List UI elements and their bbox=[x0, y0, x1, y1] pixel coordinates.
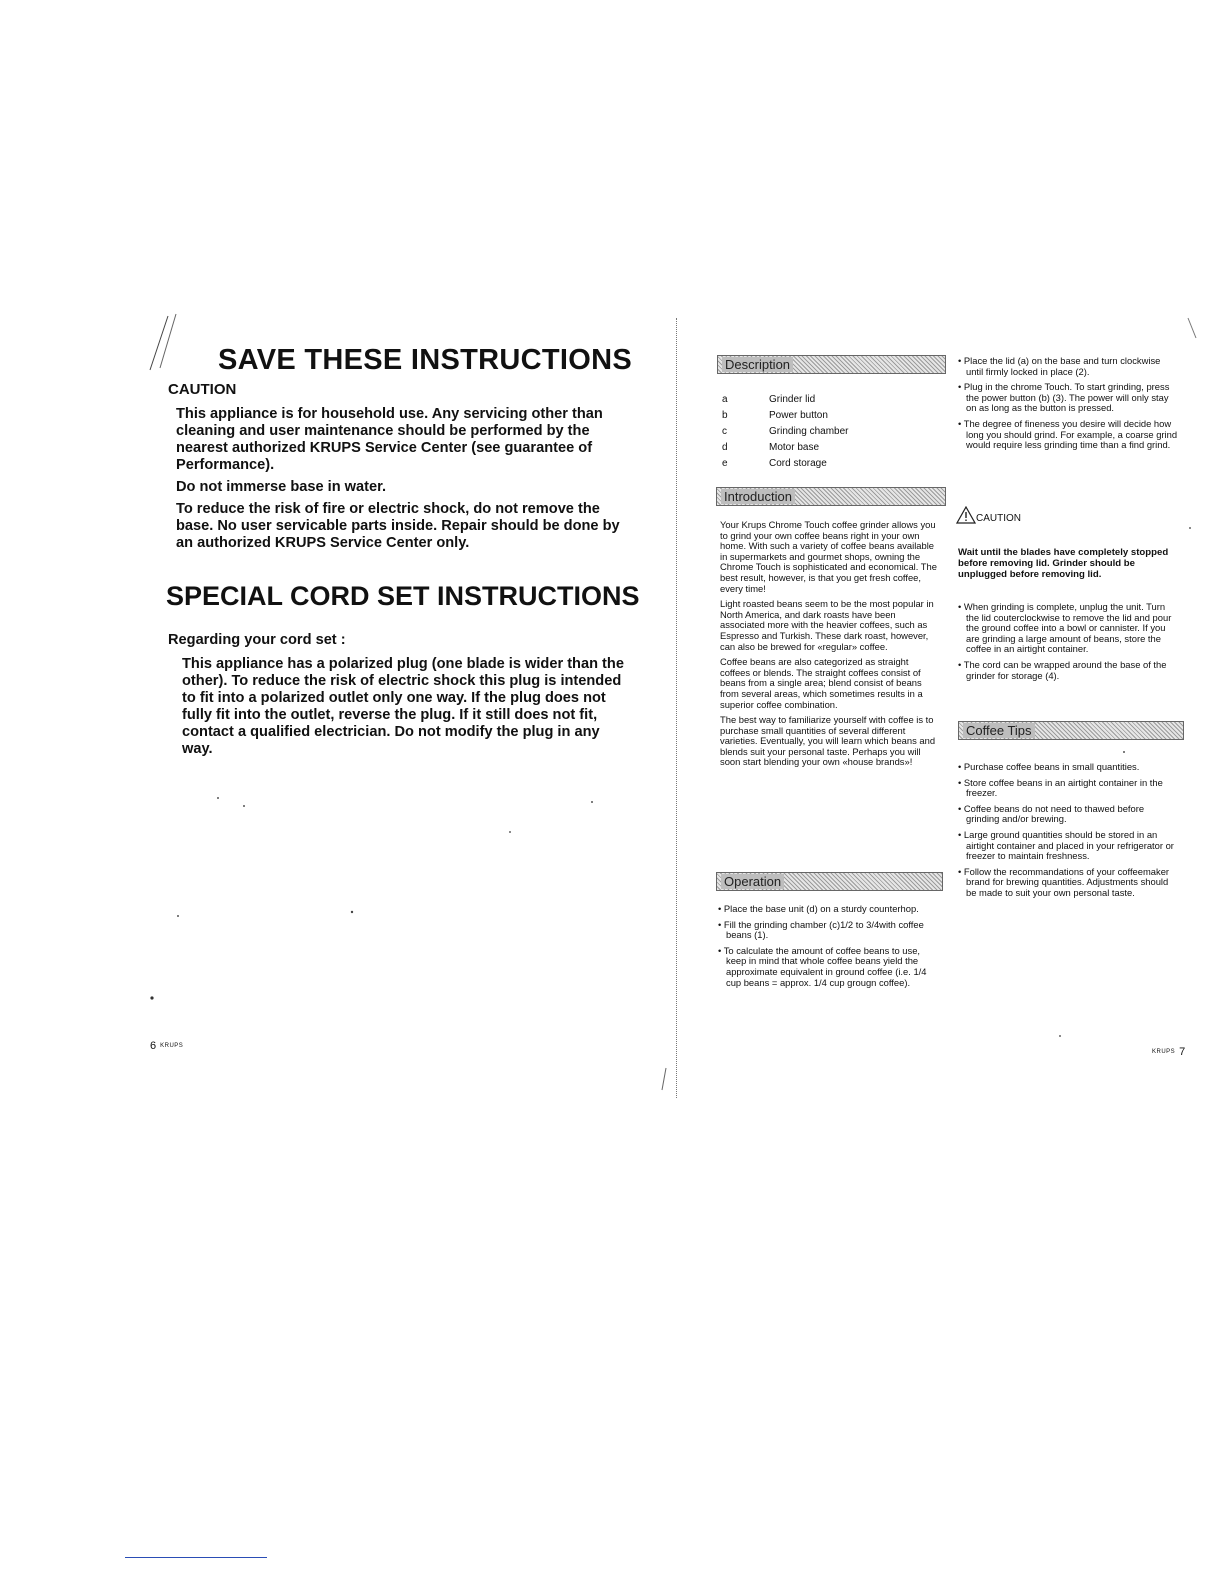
part-letter: c bbox=[722, 426, 727, 437]
operation-heading-text: Operation bbox=[721, 874, 784, 889]
polarized-plug-paragraph: This appliance has a polarized plug (one blade is wider than the other). To reduce the risk of electric shock this plug is intended to fit into a polarized outlet only one way. If the plug does not fully fit into the outlet, reverse the plug. If it still does not fit, contact a qualified electrician. Do not modify the plug in any way. bbox=[182, 656, 624, 757]
part-label: Grinder lid bbox=[769, 394, 816, 405]
part-label: Grinding chamber bbox=[769, 426, 849, 437]
after-grinding-step: When grinding is complete, unplug the unit. Turn the lid couterclockwise to remove the lid and pour the ground coffee into a bowl or cannister. If you are grinding a large amount of beans, store the coffee in an airtight container. bbox=[963, 601, 1172, 655]
operation-heading bbox=[716, 872, 943, 891]
cord-set-title: SPECIAL CORD SET INSTRUCTIONS bbox=[166, 581, 640, 611]
coffee-tip: Store coffee beans in an airtight container in the freezer. bbox=[963, 776, 1163, 799]
page-number-left bbox=[150, 1040, 183, 1052]
warning-triangle-icon bbox=[956, 506, 976, 524]
part-label: Motor base bbox=[769, 442, 820, 453]
intro-paragraph: The best way to familiarize yourself with coffee is to purchase small quantities of several different varieties. Eventually, you will learn which beans and blends suit your personal taste. Perhaps you will soon start blending your own «house brands»! bbox=[720, 714, 936, 768]
page-fold-divider bbox=[676, 318, 677, 1098]
list-item: • Coffee beans do not need to thawed before grinding and/or brewing. bbox=[958, 802, 1145, 825]
grinding-step: The degree of fineness you desire will decide how long you should grind. For example, a coarse grind would require less grinding time than a find grind. bbox=[963, 417, 1178, 451]
list-item: • The degree of fineness you desire will decide how long you should grind. For example, a coarse grind would require less grinding time than a find grind. bbox=[958, 417, 1178, 451]
part-letter: b bbox=[722, 410, 728, 421]
description-heading-text: Description bbox=[722, 357, 793, 372]
introduction-heading-text: Introduction bbox=[721, 489, 795, 504]
list-item bbox=[722, 440, 848, 456]
fire-shock-paragraph: To reduce the risk of fire or electric shock, do not remove the base. No user servicable parts inside. Repair should be done by an authorized KRUPS Service Center only. bbox=[176, 501, 620, 551]
part-letter: e bbox=[722, 458, 728, 469]
after-grinding-text bbox=[958, 602, 1180, 686]
caution-label: CAUTION bbox=[168, 381, 237, 398]
operation-step: Place the base unit (d) on a sturdy counterhop. bbox=[723, 903, 919, 914]
coffee-tips-heading-text: Coffee Tips bbox=[963, 723, 1035, 738]
part-letter: a bbox=[722, 394, 728, 405]
after-grinding-step: The cord can be wrapped around the base of the grinder for storage (4). bbox=[963, 658, 1167, 681]
caution-label-right: CAUTION bbox=[976, 513, 1021, 524]
page-number-right bbox=[1152, 1046, 1185, 1058]
introduction-text bbox=[720, 520, 938, 773]
page-number: 6 bbox=[150, 1040, 157, 1052]
operation-step: To calculate the amount of coffee beans to use, keep in mind that whole coffee beans yield the approximate equivalent in ground coffee (i.e. 1/4 cup beans = approx. 1/4 cup grougn coffee). bbox=[723, 944, 927, 988]
coffee-tip: Coffee beans do not need to thawed before grinding and/or brewing. bbox=[963, 802, 1145, 825]
grinding-step: Plug in the chrome Touch. To start grinding, press the power button (b) (3). The power will only stay on as long as the button is pressed. bbox=[963, 381, 1170, 414]
operation-step: Fill the grinding chamber (c)1/2 to 3/4with coffee beans (1). bbox=[723, 918, 924, 941]
list-item: • Place the base unit (d) on a sturdy counterhop. bbox=[718, 903, 919, 914]
bottom-link-underline[interactable] bbox=[125, 1557, 267, 1558]
list-item bbox=[722, 408, 848, 424]
introduction-heading bbox=[716, 487, 946, 506]
list-item: • To calculate the amount of coffee beans to use, keep in mind that whole coffee beans yield the approximate equivalent in ground coffee (i.e. 1/4 cup beans = approx. 1/4 cup grougn coffee). bbox=[718, 944, 927, 988]
page-number: 7 bbox=[1179, 1046, 1186, 1058]
coffee-tip: Purchase coffee beans in small quantities. bbox=[963, 761, 1140, 772]
list-item: • Store coffee beans in an airtight container in the freezer. bbox=[958, 776, 1163, 799]
part-label: Power button bbox=[769, 410, 828, 421]
coffee-tips-heading bbox=[958, 721, 1184, 740]
intro-paragraph: Coffee beans are also categorized as straight coffees or blends. The straight coffees consist of beans from a single area; blend consist of beans from several areas, which sometimes results in a superior coffee combination. bbox=[720, 656, 923, 710]
operation-text bbox=[718, 904, 936, 993]
brand-footer: KRUPS bbox=[160, 1043, 184, 1050]
part-letter: d bbox=[722, 442, 728, 453]
regarding-cord-set: Regarding your cord set : bbox=[168, 632, 346, 648]
list-item: • Follow the recommandations of your coffeemaker brand for brewing quantities. Adjustments should be made to suit your own personal taste. bbox=[958, 865, 1170, 898]
part-label: Cord storage bbox=[769, 458, 827, 469]
list-item: • Place the lid (a) on the base and turn clockwise until firmly locked in place (2). bbox=[958, 355, 1161, 377]
intro-paragraph: Your Krups Chrome Touch coffee grinder allows you to grind your own coffee beans right in your own home. With such a variety of coffee beans available in supermarkets and gourmet shops, owning the Chrome Touch is sophisticated and economical. The best result, however, is that you get fresh coffee, every time! bbox=[720, 519, 937, 594]
parts-list bbox=[722, 392, 848, 472]
grinding-step: Place the lid (a) on the base and turn clockwise until firmly locked in place (2). bbox=[963, 355, 1161, 377]
blades-warning: Wait until the blades have completely stopped before removing lid. Grinder should be unplugged before removing lid. bbox=[958, 547, 1169, 580]
household-use-paragraph: This appliance is for household use. Any servicing other than cleaning and user maintenance should be performed by the nearest authorized KRUPS Service Center (see guarantee of Performance). bbox=[176, 406, 603, 473]
list-item bbox=[722, 392, 848, 408]
coffee-tip: Large ground quantities should be stored in an airtight container and placed in your refrigerator or freezer to maintain freshness. bbox=[963, 828, 1174, 862]
grinding-steps bbox=[958, 356, 1180, 456]
list-item: • The cord can be wrapped around the base of the grinder for storage (4). bbox=[958, 658, 1167, 681]
intro-paragraph: Light roasted beans seem to be the most popular in North America, and dark roasts have been associated more with the heavier coffees, such as Espresso and Turkish. These dark roast, however, can also be brewed for «regular» coffee. bbox=[720, 598, 934, 652]
caution-block bbox=[956, 506, 1021, 524]
list-item: • When grinding is complete, unplug the unit. Turn the lid couterclockwise to remove the lid and pour the ground coffee into a bowl or cannister. If you are grinding a large amount of beans, store the coffee in an airtight container. bbox=[958, 601, 1172, 655]
save-instructions-title: SAVE THESE INSTRUCTIONS bbox=[218, 344, 633, 376]
list-item bbox=[722, 456, 848, 472]
list-item: • Large ground quantities should be stored in an airtight container and placed in your refrigerator or freezer to maintain freshness. bbox=[958, 828, 1174, 862]
list-item: • Plug in the chrome Touch. To start grinding, press the power button (b) (3). The power will only stay on as long as the button is pressed. bbox=[958, 381, 1170, 414]
immerse-warning: Do not immerse base in water. bbox=[176, 479, 387, 495]
description-heading bbox=[717, 355, 946, 374]
coffee-tip: Follow the recommandations of your coffeemaker brand for brewing quantities. Adjustments should be made to suit your own personal taste. bbox=[963, 865, 1170, 898]
list-item: • Purchase coffee beans in small quantities. bbox=[958, 761, 1140, 772]
coffee-tips-list bbox=[958, 762, 1180, 904]
list-item: • Fill the grinding chamber (c)1/2 to 3/4with coffee beans (1). bbox=[718, 918, 924, 941]
list-item bbox=[722, 424, 848, 440]
brand-footer: KRUPS bbox=[1152, 1049, 1176, 1056]
